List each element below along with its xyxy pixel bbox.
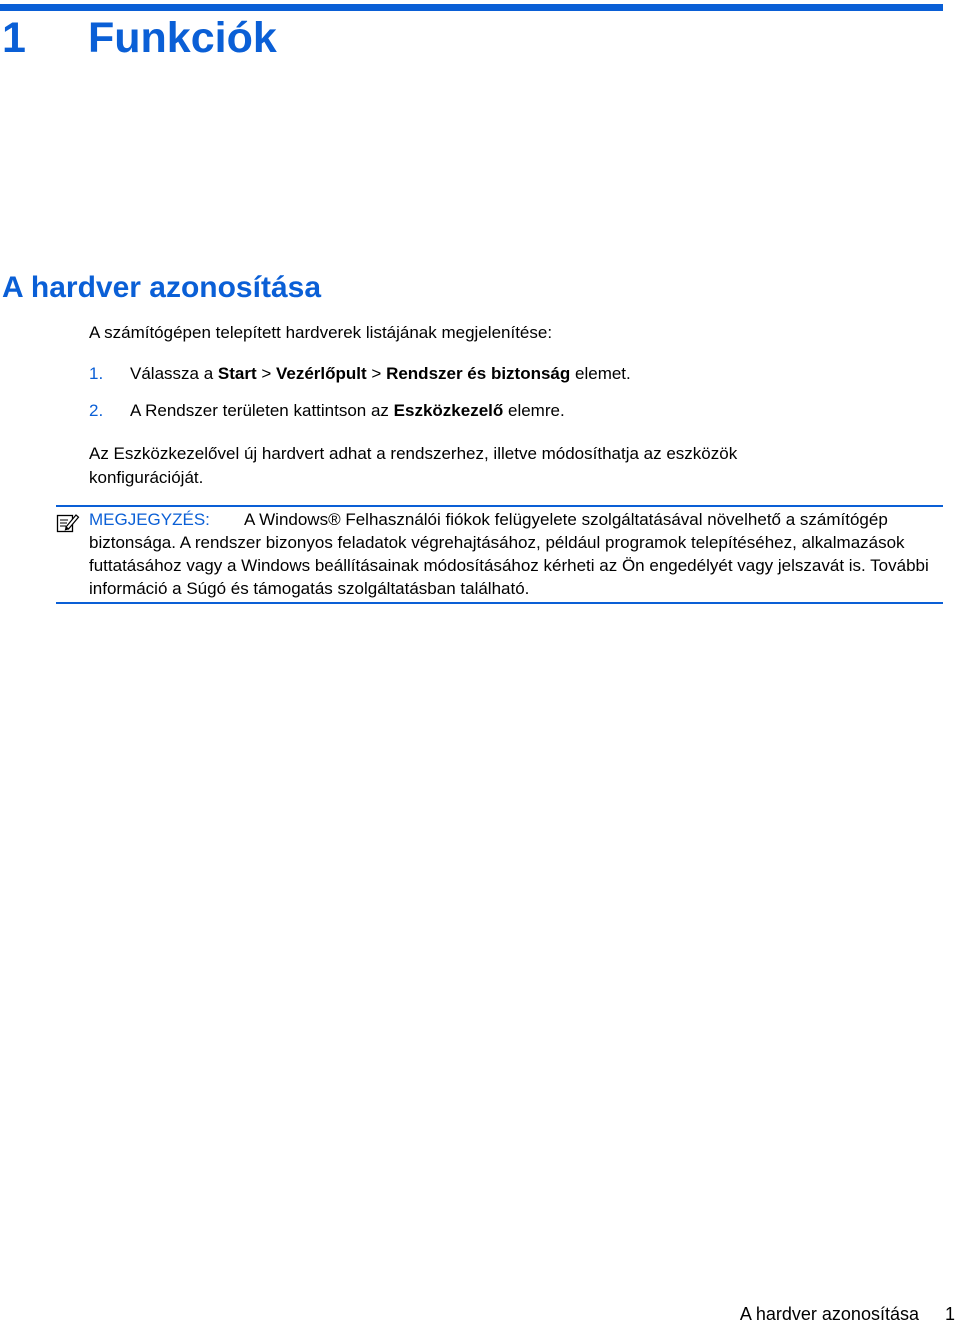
note-body: A Windows® Felhasználói fiókok felügyelete szolgáltatásával növelhető a számítógép biztonsága. A rendszer bizonyos feladatok végrehajtásához, például programok telepítéséhez, alkalmazások futtatásához vagy a Windows beállításainak módosításához kérheti az Ön engedélyét vagy jelszavát is. További információ a Súgó és támogatás szolgáltatásban található. bbox=[89, 510, 929, 598]
step-item bbox=[89, 362, 631, 386]
step-ui-term: Start bbox=[217, 364, 257, 383]
device-manager-paragraph: Az Eszközkezelővel új hardvert adhat a rendszerhez, illetve módosíthatja az eszközök konfigurációját. bbox=[89, 444, 738, 487]
step-text: Válassza a Start > Vezérlőpult > Rendszer és biztonság elemet. bbox=[130, 364, 631, 383]
note-pencil-icon bbox=[56, 512, 80, 534]
note-text-block bbox=[89, 507, 943, 602]
section-title: A hardver azonosítása bbox=[2, 271, 321, 304]
step-number: 1. bbox=[89, 364, 104, 383]
chapter-title bbox=[2, 12, 277, 64]
step-ui-term: Eszközkezelő bbox=[393, 401, 504, 420]
step-number: 2. bbox=[89, 401, 104, 420]
step-item bbox=[89, 399, 631, 423]
page-number: 1 bbox=[944, 1304, 955, 1324]
step-text: A Rendszer területen kattintson az Eszközkezelő elemre. bbox=[130, 401, 565, 420]
note-label: MEGJEGYZÉS: bbox=[89, 510, 210, 529]
step-ui-term: Rendszer és biztonság bbox=[386, 364, 571, 383]
note-box bbox=[56, 505, 943, 604]
chapter-title-text: Funkciók bbox=[88, 14, 277, 62]
page-footer bbox=[740, 1302, 955, 1326]
step-ui-term: Vezérlőpult bbox=[276, 364, 367, 383]
steps-list bbox=[89, 362, 631, 436]
chapter-number: 1 bbox=[2, 14, 26, 62]
intro-text: A számítógépen telepített hardverek listájának megjelenítése: bbox=[89, 323, 553, 342]
chapter-top-rule bbox=[0, 4, 943, 11]
footer-section-title: A hardver azonosítása bbox=[739, 1304, 919, 1324]
